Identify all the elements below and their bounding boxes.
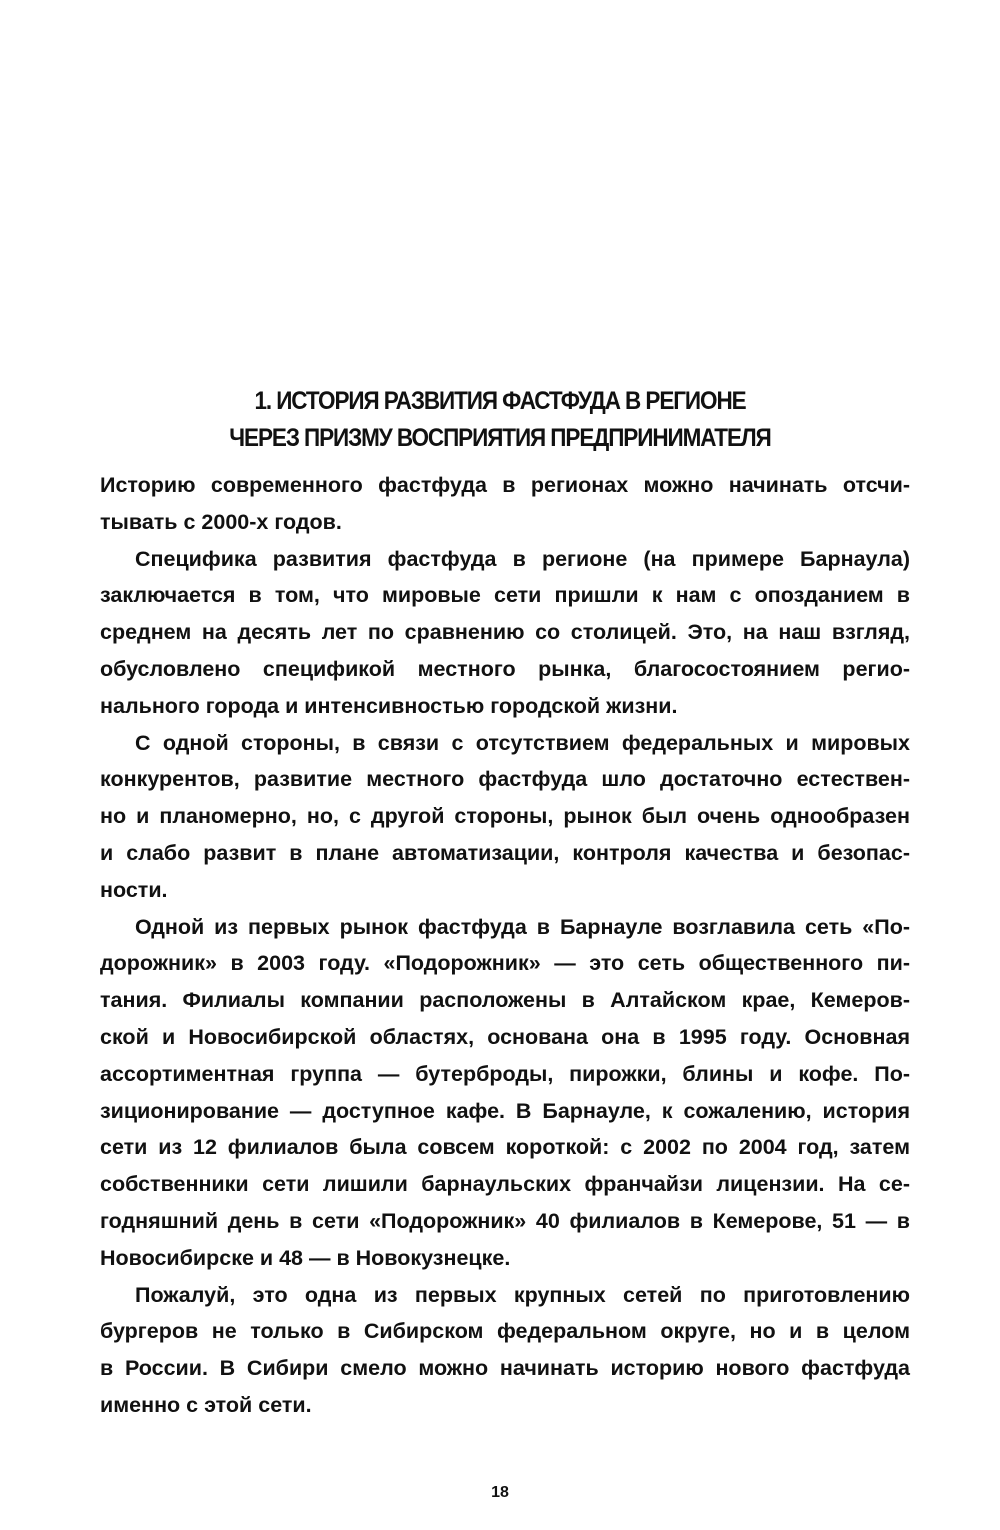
chapter-heading-line-2: ЧЕРЕЗ ПРИЗМУ ВОСПРИЯТИЯ ПРЕДПРИНИМАТЕЛЯ [229, 424, 771, 452]
text-line-content: именно с этой сети. [100, 1392, 312, 1417]
text-line-content: конкурентов, развитие местного фастфуда шло достаточно естествен- [100, 767, 910, 792]
text-line-content: Пожалуй, это одна из первых крупных сетей по приготовлению [135, 1282, 910, 1307]
text-line-content: бургеров не только в Сибирском федеральном округе, но и в целом [100, 1319, 910, 1344]
page-number: 18 [491, 1484, 509, 1501]
text-line [100, 577, 910, 614]
text-line [100, 909, 910, 946]
text-line [100, 761, 910, 798]
text-line [100, 798, 910, 835]
text-line-content: ской и Новосибирской областях, основана она в 1995 году. Основная [100, 1024, 910, 1049]
text-line-content: ассортиментная группа — бутерброды, пирожки, блины и кофе. По- [100, 1061, 910, 1086]
text-line-content: зиционирование — доступное кафе. В Барнауле, к сожалению, история [100, 1098, 910, 1123]
text-line-content: нального города и интенсивностью городской жизни. [100, 693, 678, 718]
text-line [100, 614, 910, 651]
text-line-content: обусловлено спецификой местного рынка, благосостоянием регио- [100, 656, 910, 681]
text-line-content: Специфика развития фастфуда в регионе (на примере Барнаула) [135, 546, 910, 571]
text-line-content: тания. Филиалы компании расположены в Алтайском крае, Кемеров- [100, 988, 910, 1013]
paragraph [100, 725, 910, 909]
text-line-content: и слабо развит в плане автоматизации, контроля качества и безопас- [100, 840, 910, 865]
text-line-content: тывать с 2000-х годов. [100, 509, 342, 534]
text-line [100, 725, 910, 762]
text-line [100, 1129, 910, 1166]
text-line [100, 1387, 910, 1424]
text-line-content: С одной стороны, в связи с отсутствием федеральных и мировых [135, 730, 910, 755]
text-line [100, 1240, 910, 1277]
text-line [100, 467, 910, 504]
paragraph [100, 467, 910, 541]
text-line [100, 1056, 910, 1093]
text-line [100, 1166, 910, 1203]
text-line-content: Историю современного фастфуда в регионах можно начинать отсчи- [100, 473, 910, 497]
text-line [100, 541, 910, 578]
paragraph [100, 909, 910, 1277]
text-line-content: годняшний день в сети «Подорожник» 40 филиалов в Кемерове, 51 — в [100, 1208, 910, 1233]
text-line-content: заключается в том, что мировые сети пришли к нам с опозданием в [100, 583, 910, 608]
text-line-content: собственники сети лишили барнаульских франчайзи лицензии. На се- [100, 1172, 910, 1197]
text-line [100, 504, 910, 541]
chapter-heading-line-1: 1. ИСТОРИЯ РАЗВИТИЯ ФАСТФУДА В РЕГИОНЕ [254, 387, 746, 415]
text-line [100, 1019, 910, 1056]
text-line [100, 688, 910, 725]
body-text [100, 467, 910, 1424]
text-line [100, 1203, 910, 1240]
text-line-content: в России. В Сибири смело можно начинать историю нового фастфуда [100, 1356, 910, 1381]
text-line [100, 872, 910, 909]
text-line [100, 945, 910, 982]
text-line-content: но и планомерно, но, с другой стороны, рынок был очень однообразен [100, 804, 910, 829]
chapter-heading [0, 383, 1000, 457]
paragraph [100, 541, 910, 725]
text-line [100, 835, 910, 872]
text-line [100, 1277, 910, 1314]
text-line [100, 982, 910, 1019]
text-line [100, 1313, 910, 1350]
text-line-content: ности. [100, 877, 168, 902]
text-line-content: сети из 12 филиалов была совсем короткой: с 2002 по 2004 год, затем [100, 1135, 910, 1160]
text-line [100, 1093, 910, 1130]
text-line-content: дорожник» в 2003 году. «Подорожник» — это сеть общественного пи- [100, 951, 910, 976]
text-line-content: Новосибирске и 48 — в Новокузнецке. [100, 1245, 511, 1270]
text-line [100, 651, 910, 688]
paragraph [100, 1277, 910, 1424]
text-line-content: Одной из первых рынок фастфуда в Барнауле возглавила сеть «По- [135, 914, 910, 939]
text-line [100, 1350, 910, 1387]
text-line-content: среднем на десять лет по сравнению со столицей. Это, на наш взгляд, [100, 620, 910, 645]
